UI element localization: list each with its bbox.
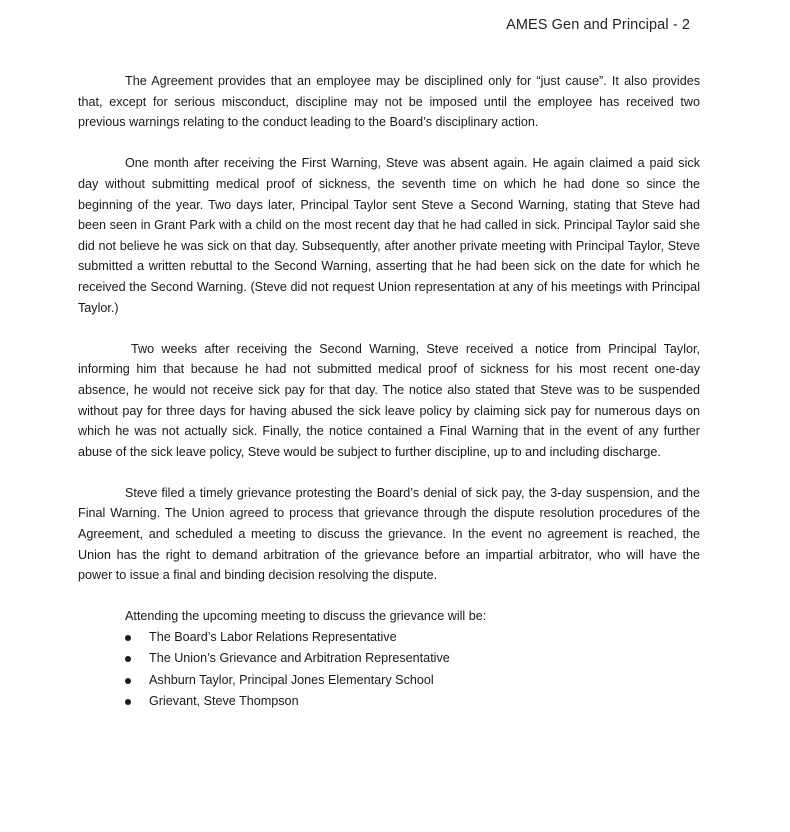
attendee-label: The Board’s Labor Relations Representative bbox=[149, 630, 397, 645]
attendee-label: Grievant, Steve Thompson bbox=[149, 694, 299, 709]
list-item bbox=[149, 691, 700, 712]
page-header: AMES Gen and Principal - 2 bbox=[506, 17, 690, 33]
paragraph-final-warning: Two weeks after receiving the Second Warning, Steve received a notice from Principal Taylor, informing him that because he had not submitted medical proof of sickness for his most recent one-day absence, he would not receive sick pay for that day. The notice also stated that Steve was to be suspended without pay for three days for having abused the sick leave policy by claiming sick pay for numerous days on which he was not actually sick. Finally, the notice contained a Final Warning that in the event of any further abuse of the sick leave policy, Steve would be subject to further discipline, up to and including discharge. bbox=[78, 341, 700, 459]
list-item bbox=[149, 648, 700, 669]
bullet-icon bbox=[125, 635, 131, 641]
attendee-list bbox=[78, 627, 700, 713]
list-item bbox=[149, 670, 700, 691]
paragraph-second-warning: One month after receiving the First Warning, Steve was absent again. He again claimed a paid sick day without submitting medical proof of sickness, the seventh time on which he had done so since the beginning of the year. Two days later, Principal Taylor sent Steve a Second Warning, stating that Steve had been seen in Grant Park with a child on the most recent day that he had called in sick. Principal Taylor said she did not believe he was sick on that day. Subsequently, after another private meeting with Principal Taylor, Steve submitted a written rebuttal to the Second Warning, asserting that he had been sick on the date for which he received the Second Warning. (Steve did not request Union representation at any of his meetings with Principal Taylor.) bbox=[78, 156, 700, 315]
attendee-label: Ashburn Taylor, Principal Jones Elementary School bbox=[149, 672, 434, 687]
list-item bbox=[149, 627, 700, 648]
bullet-icon bbox=[125, 699, 131, 705]
attending-intro: Attending the upcoming meeting to discuss the grievance will be: bbox=[125, 609, 487, 624]
bullet-icon bbox=[125, 678, 131, 684]
attendee-label: The Union’s Grievance and Arbitration Representative bbox=[149, 651, 450, 666]
bullet-icon bbox=[125, 656, 131, 662]
paragraph-grievance: Steve filed a timely grievance protesting the Board’s denial of sick pay, the 3-day suspension, and the Final Warning. The Union agreed to process that grievance through the dispute resolution procedures of the Agreement, and scheduled a meeting to discuss the grievance. In the event no agreement is reached, the Union has the right to demand arbitration of the grievance before an impartial arbitrator, who will have the power to issue a final and binding decision resolving the dispute. bbox=[78, 485, 700, 583]
document-body bbox=[78, 71, 700, 713]
paragraph-just-cause: The Agreement provides that an employee may be disciplined only for “just cause”. It also provides that, except for serious misconduct, discipline may not be imposed until the employee has received two previous warnings relating to the conduct leading to the Board’s disciplinary action. bbox=[78, 74, 700, 130]
